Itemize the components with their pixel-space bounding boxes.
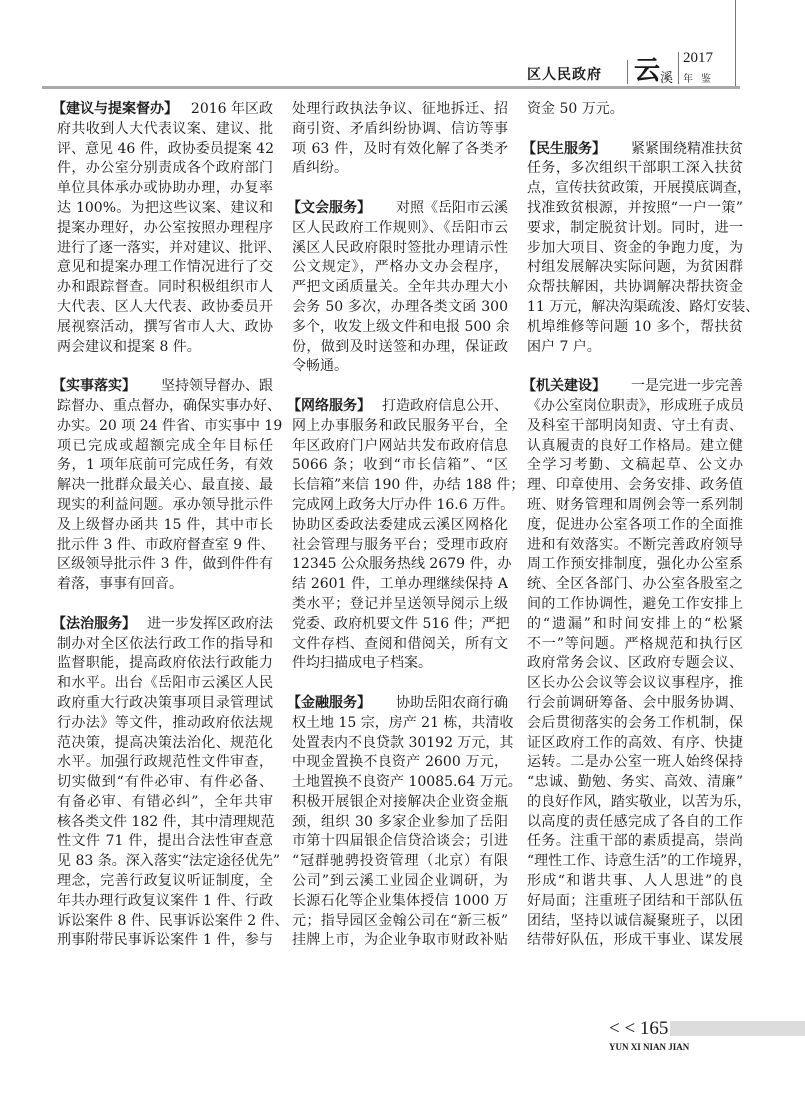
text-line: 统、全区各部门、办公室各股室之 <box>527 576 743 593</box>
text-line: 机埠维修等问题 10 多个，帮扶贫 <box>527 318 743 335</box>
header-section-title: 区人民政府 <box>527 67 602 83</box>
section-first-line <box>522 140 743 160</box>
text-line: 公司”到云溪工业园企业调研，为 <box>292 873 508 890</box>
text-line: 行办法》等文件，推动政府依法规 <box>57 714 273 731</box>
text-line: 理念，完善行政复议听证制度，全 <box>57 873 273 890</box>
text-line: 政府重大行政决策事项目录管理试 <box>57 694 273 711</box>
text-line: 村组发展解决实际问题，为贫困群 <box>527 259 743 276</box>
header-brand-small: 溪 <box>660 71 674 86</box>
text-line: 市第十四届银企信贷洽谈会；引进 <box>292 833 508 850</box>
text-line: 处理行政执法争议、征地拆迁、招 <box>292 101 508 117</box>
text-line: 元；指导园区金翰公司在“新三板” <box>292 912 508 929</box>
text-line: 挂牌上市，为企业争取市财政补贴 <box>292 932 508 949</box>
text-column-3 <box>522 100 760 971</box>
text-line: 结带好队伍，形成干事业、谋发展 <box>527 932 743 949</box>
text-line: 形成“和谐共事、人人思进”的良 <box>527 873 743 890</box>
text-line: “忠诚、勤勉、务实、高效、清廉” <box>527 774 743 791</box>
section-heading: 【网络服务】 <box>287 397 371 414</box>
section-first-line <box>52 100 273 120</box>
text-line: 府共收到人大代表议案、建议、批 <box>57 120 273 137</box>
text-line: 度，促进办公室各项工作的全面推 <box>527 516 743 533</box>
header-book: 年鉴 <box>683 74 719 85</box>
text-column-1 <box>52 100 289 971</box>
text-line: 现实的利益问题。承办领导批示件 <box>57 496 273 513</box>
text-line: 务，1 项年底前可完成任务，有效 <box>57 457 273 474</box>
text-line: 打造政府信息公开、 <box>382 397 508 414</box>
text-line: 长信箱”来信 190 件，办结 188 件； <box>292 477 525 494</box>
text-line: 及上级督办函共 15 件，其中市长 <box>57 516 273 533</box>
text-line: 不一”等问题。严格规范和执行区 <box>527 635 743 652</box>
text-line: 全学习考勤、文稿起草、公文办 <box>527 457 743 474</box>
text-line: 意见和提案办理工作情况进行了交 <box>57 259 273 276</box>
text-line: 盾纠纷。 <box>292 160 348 177</box>
text-line: 踪督办、重点督办，确保实事办好、 <box>57 397 281 414</box>
text-line: 班、财务管理和周例会等一系列制 <box>527 496 743 513</box>
text-line: 区长办公会议等会议议事程序，推 <box>527 675 743 692</box>
text-line: 文件存档、查阅和借阅关，所有文 <box>292 635 508 652</box>
text-line: 要求，制定脱贫计划。同时，进一 <box>527 219 743 236</box>
section-paragraph <box>522 377 752 951</box>
text-line: 办和跟踪督查。同时积极组织市人 <box>57 279 273 296</box>
text-line: 解决一批群众最关心、最直接、最 <box>57 477 273 494</box>
text-line: 大代表、区人大代表、政协委员开 <box>57 298 273 315</box>
section-paragraph <box>287 397 525 674</box>
section-first-line <box>52 377 273 397</box>
text-line: 核各类文件 182 件，其中清理规范 <box>57 813 275 830</box>
text-line: 众帮扶解困，共协调解决帮扶资金 <box>527 279 743 296</box>
header-rule <box>42 86 740 89</box>
text-line: 商引资、矛盾纠纷协调、信访等事 <box>292 120 508 137</box>
text-line: 政府常务会议、区政府专题会议、 <box>527 655 743 672</box>
section-paragraph <box>292 100 508 179</box>
text-line: 长源石化等企业集体授信 1000 万 <box>292 892 508 909</box>
text-line: 进行了逐一落实，并对建议、批评、 <box>57 239 281 256</box>
header-divider-vertical <box>735 0 736 86</box>
header-divider <box>627 60 628 84</box>
text-line: 见 83 条。深入落实“法定途径优先” <box>57 853 281 870</box>
text-line: 两会建议和提案 8 件。 <box>57 338 201 355</box>
text-line: 积极开展银企对接解决企业资金瓶 <box>292 793 508 810</box>
text-line: “冠群驰骋投资管理（北京）有限 <box>292 853 508 870</box>
section-heading: 【金融服务】 <box>287 694 371 711</box>
text-line: 办实。20 项 24 件省、市实事中 19 <box>57 417 283 434</box>
text-line: 步加大项目、资金的争跑力度，为 <box>527 239 743 256</box>
text-line: 协助区委政法委建成云溪区网格化 <box>292 516 508 533</box>
text-line: 监督职能，提高政府依法行政能力 <box>57 655 273 672</box>
section-heading: 【文会服务】 <box>287 199 371 216</box>
text-line: 完成网上政务大厅办件 16.6 万件。 <box>292 496 515 513</box>
text-line: 着落，事事有回音。 <box>57 576 183 593</box>
text-line: 性文件 71 件，提出合法性审查意 <box>57 833 273 850</box>
page-number: < < 165 <box>609 1018 669 1039</box>
footer-subtitle: YUN XI NIAN JIAN <box>609 1042 690 1052</box>
text-line: 制办对全区依法行政工作的指导和 <box>57 635 273 652</box>
text-line: 类水平；登记并呈送领导阅示上级 <box>292 595 508 612</box>
text-line: 结 2601 件，工单办理继续保持 A <box>292 576 508 593</box>
section-first-line <box>52 615 273 635</box>
section-heading: 【建议与提案督办】 <box>52 101 178 117</box>
section-heading: 【机关建设】 <box>522 378 606 395</box>
header-divider <box>678 52 679 84</box>
text-line: 年区政府门户网站共发布政府信息 <box>292 437 508 454</box>
text-line: 会后贯彻落实的会务工作机制，保 <box>527 714 743 731</box>
section-heading: 【法治服务】 <box>52 615 136 632</box>
text-line: 紧紧围绕精准扶贫 <box>631 140 743 157</box>
text-line: 多个，收发上级文件和电报 500 余 <box>292 318 510 335</box>
text-line: 区级领导批示件 3 件，做到件件有 <box>57 556 273 573</box>
text-line: 理、印章使用、会务安排、政务值 <box>527 477 743 494</box>
section-paragraph <box>287 694 522 951</box>
header-brand-big: 云 <box>634 56 661 86</box>
text-line: 《办公室岗位职责》，形成班子成员 <box>527 397 744 414</box>
text-line: 的“遗漏”和时间安排上的“松紧 <box>527 615 743 632</box>
text-line: 点，宣传扶贫政策，开展摸底调查， <box>527 180 751 197</box>
text-line: 项 63 件，及时有效化解了各类矛 <box>292 140 508 157</box>
text-line: 公文规定》，严格办文办会程序， <box>292 259 508 276</box>
text-line: 团结，坚持以诚信凝聚班子，以团 <box>527 912 743 929</box>
text-line: 有备必审、有错必纠”，全年共审 <box>57 793 273 810</box>
text-line: 颈，组织 30 多家企业参加了岳阳 <box>292 813 508 830</box>
text-line: 间的工作协调性，避免工作安排上 <box>527 595 743 612</box>
text-line: 切实做到“有件必审、有件必备、 <box>57 774 273 791</box>
text-line: 区人民政府工作规则》、《岳阳市云 <box>292 219 508 236</box>
text-line: 范决策，提高决策法治化、规范化 <box>57 734 273 751</box>
text-line: 溪区人民政府限时签批办理请示性 <box>292 239 508 256</box>
text-line: 令畅通。 <box>292 358 348 375</box>
text-line: 会务 50 多次，办理各类文函 300 <box>292 298 508 315</box>
section-heading: 【实事落实】 <box>52 378 136 395</box>
section-paragraph <box>52 615 289 952</box>
text-line: 认真履责的良好工作格局。建立健 <box>527 437 743 454</box>
text-line: 提案办理好，办公室按照办理程序 <box>57 219 273 236</box>
text-line: 诉讼案件 8 件、民事诉讼案件 2 件、 <box>57 912 289 929</box>
text-line: 件，办公室分别责成各个政府部门 <box>57 160 273 177</box>
text-line: 的良好作风，踏实敬业，以苦为乐， <box>527 793 751 810</box>
text-line: 份，做到及时送签和办理，保证政 <box>292 338 508 355</box>
text-line: 以高度的责任感完成了各自的工作 <box>527 813 743 830</box>
text-line: 党委、政府机要文件 516 件；严把 <box>292 615 510 632</box>
text-line: 一是完进一步完善 <box>631 378 743 395</box>
section-first-line <box>287 694 508 714</box>
text-line: 任务。注重干部的素质提高，崇尚 <box>527 833 743 850</box>
text-line: 单位具体承办或协助办理，办复率 <box>57 180 273 197</box>
text-line: 评、意见 46 件，政协委员提案 42 <box>57 140 274 157</box>
section-first-line <box>287 199 508 219</box>
section-paragraph <box>52 377 283 595</box>
section-paragraph <box>52 100 281 357</box>
text-line: 任务，多次组织干部职工深入扶贫 <box>527 160 743 177</box>
text-column-2 <box>287 100 525 971</box>
text-line: 坚持领导督办、跟 <box>161 378 273 395</box>
text-line: 证区政府工作的高效、有序、快捷 <box>527 734 743 751</box>
text-line: 2016 年区政 <box>190 101 273 117</box>
text-line: 资金 50 万元。 <box>527 101 624 117</box>
text-line: 好局面；注重班子团结和干部队伍 <box>527 892 743 909</box>
text-line: 年共办理行政复议案件 1 件、行政 <box>57 892 273 909</box>
text-line: 土地置换不良资产 10085.64 万元。 <box>292 774 522 791</box>
footer-bar <box>670 1021 805 1036</box>
text-line: 进一步发挥区政府法 <box>147 615 273 632</box>
text-line: 11 万元，解决沟渠疏浚、路灯安装、 <box>527 298 760 315</box>
text-line: 中现金置换不良资产 2600 万元， <box>292 754 508 771</box>
text-line: 找准致贫根源，并按照“一户一策” <box>527 199 743 216</box>
text-line: 展视察活动，撰写省市人大、政协 <box>57 318 273 335</box>
text-line: 和水平。出台《岳阳市云溪区人民 <box>57 675 273 692</box>
section-paragraph <box>527 100 743 120</box>
text-line: 困户 7 户。 <box>527 338 601 355</box>
text-line: 达 100%。为把这些议案、建议和 <box>57 199 273 216</box>
text-line: 严把文函质量关。全年共办理大小 <box>292 279 508 296</box>
text-line: 项已完成或超额完成全年目标任 <box>57 437 273 454</box>
section-paragraph <box>522 140 760 358</box>
text-line: “理性工作、诗意生活”的工作境界， <box>527 853 752 870</box>
header-year: 2017 <box>683 50 713 66</box>
text-line: 处置表内不良贷款 30192 万元，其 <box>292 734 514 751</box>
text-line: 运转。二是办公室一班人始终保持 <box>527 754 743 771</box>
text-line: 协助岳阳农商行确 <box>396 694 508 711</box>
section-first-line <box>522 377 743 397</box>
text-line: 5066 条；收到“市长信箱”、“区 <box>292 457 508 474</box>
text-line: 周工作预安排制度，强化办公室系 <box>527 556 743 573</box>
text-line: 网上办事服务和政民服务平台，全 <box>292 417 508 434</box>
text-line: 批示件 3 件、市政府督查室 9 件、 <box>57 536 275 553</box>
text-line: 及科室干部明岗知责、守土有责、 <box>527 417 743 434</box>
text-line: 刑事附带民事诉讼案件 1 件，参与 <box>57 932 273 949</box>
section-heading: 【民生服务】 <box>522 140 606 157</box>
section-paragraph <box>287 199 510 377</box>
text-line: 12345 公众服务热线 2679 件，办 <box>292 556 512 573</box>
text-line: 水平。加强行政规范性文件审查， <box>57 754 273 771</box>
text-line: 行会前调研筹备、会中服务协调、 <box>527 694 743 711</box>
text-line: 件均扫描成电子档案。 <box>292 655 432 672</box>
section-first-line <box>287 397 508 417</box>
text-line: 对照《岳阳市云溪 <box>396 199 508 216</box>
text-line: 权土地 15 宗，房产 21 栋，共清收 <box>292 714 514 731</box>
text-line: 社会管理与服务平台；受理市政府 <box>292 536 508 553</box>
text-line: 进和有效落实。不断完善政府领导 <box>527 536 743 553</box>
